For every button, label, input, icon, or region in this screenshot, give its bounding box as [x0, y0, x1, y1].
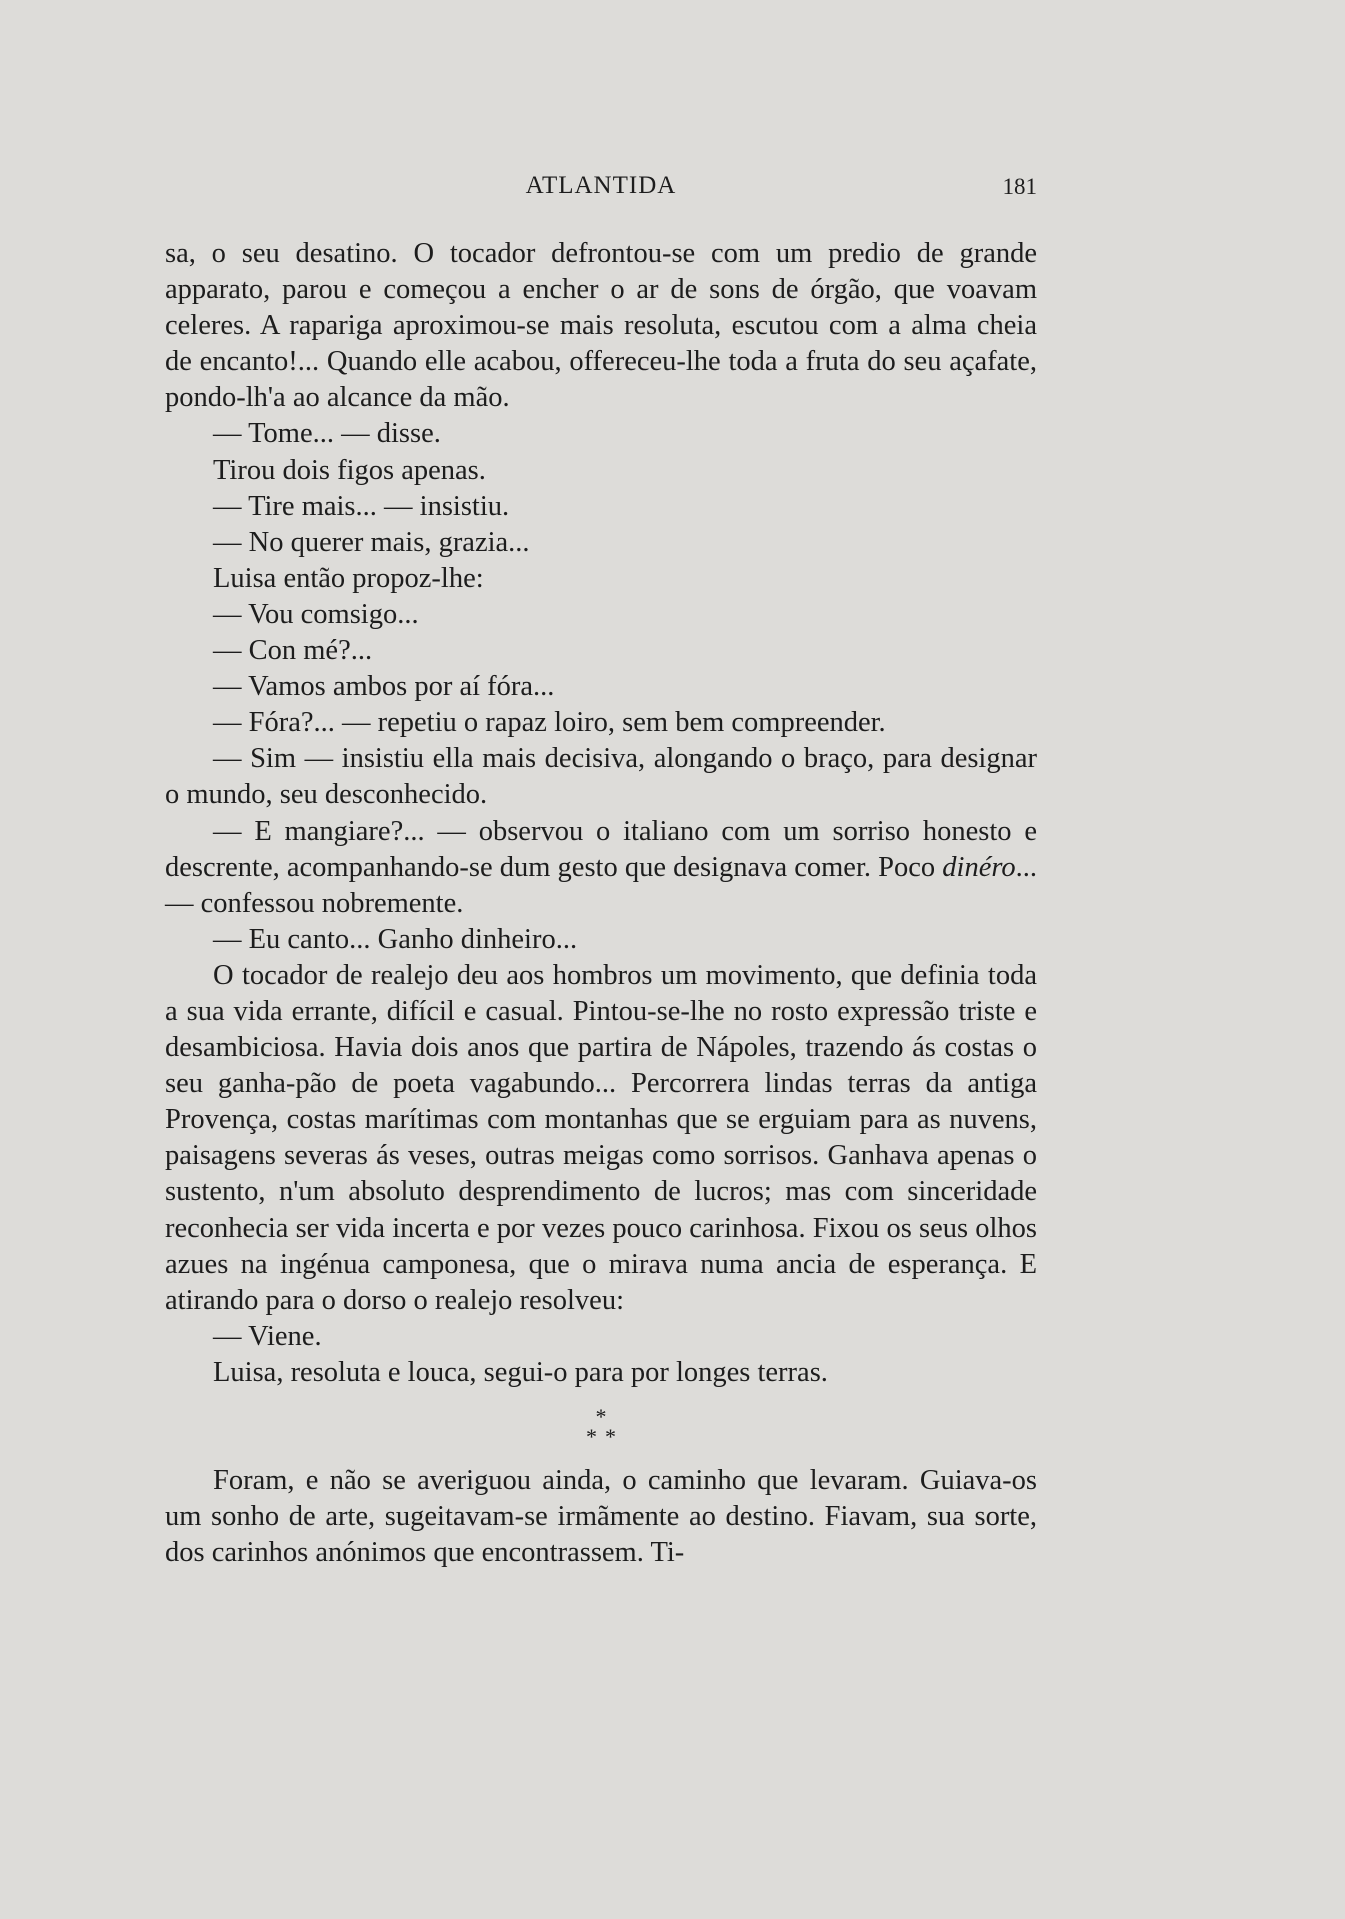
dialogue-line: — Viene.	[213, 1320, 322, 1352]
dialogue-text-tail: Poco	[871, 851, 943, 883]
dialogue-line: — Con mé?...	[213, 635, 373, 667]
dialogue-line: — Fóra?... — repetiu o rapaz loiro, sem bem compreender.	[213, 707, 886, 739]
page-number: 181	[1002, 174, 1037, 199]
dialogue-line: — Vamos ambos por aí fóra...	[213, 671, 555, 703]
paragraph-continuation: sa, o seu desatino. O tocador defrontou-se com um predio de grande apparato, parou e começou a encher o ar de sons de órgão, que voavam celeres. A rapariga aproximou-se mais resoluta, escutou com a alma cheia de encanto!... Quando elle acabou, offereceu-lhe toda a fruta do seu açafate, pondo-lh'a ao alcance da mão.	[165, 238, 1037, 414]
narration-line: Luisa então propoz-lhe:	[213, 562, 484, 594]
dialogue-line: — Eu canto... Ganho dinheiro...	[213, 923, 578, 955]
dialogue-line: — No querer mais, grazia...	[213, 526, 530, 558]
running-title: ATLANTIDA	[525, 172, 677, 199]
asterism-bottom: **	[586, 1424, 624, 1449]
section-break-asterism	[165, 1391, 1037, 1463]
dialogue-line: — Vou comsigo...	[213, 598, 419, 630]
dialogue-paragraph	[165, 814, 1037, 922]
dialogue-line: — Tome... — disse.	[213, 418, 441, 450]
body-text	[165, 236, 1037, 1571]
dialogue-text: — E mangiare?... — observou o italiano com um sorriso honesto e descrente, acompanhando-se dum gesto que designava comer.	[165, 815, 1037, 883]
narrative-paragraph: Foram, e não se averiguou ainda, o caminho que levaram. Guiava-os um sonho de arte, sugeitavam-se irmãmente ao destino. Fiavam, sua sorte, dos carinhos anónimos que encontrassem. Ti-	[165, 1465, 1037, 1569]
narration-line: Luisa, resoluta e louca, segui-o para por longes terras.	[213, 1356, 828, 1388]
narrative-paragraph: O tocador de realejo deu aos hombros um movimento, que definia toda a sua vida errante, difícil e casual. Pintou-se-lhe no rosto expressão triste e desambiciosa. Havia dois anos que partira de Nápoles, trazendo ás costas o seu ganha-pão de poeta vagabundo... Percorrera lindas terras da antiga Provença, costas marítimas com montanhas que se erguiam para as nuvens, paisagens severas ás veses, outras meigas como sorrisos. Ganhava apenas o sustento, n'um absoluto desprendimento de lucros; mas com sinceridade reconhecia ser vida incerta e por vezes pouco carinhosa. Fixou os seus olhos azues na ingénua camponesa, que o mirava numa ancia de esperança. E atirando para o dorso o realejo resolveu:	[165, 959, 1037, 1316]
page-header	[165, 168, 1037, 208]
italic-word: dinéro	[942, 851, 1016, 883]
dialogue-line: — Sim — insistiu ella mais decisiva, alongando o braço, para designar o mundo, seu desconhecido.	[165, 743, 1037, 811]
narration-line: Tirou dois figos apenas.	[213, 454, 486, 486]
asterism-top: *	[595, 1404, 607, 1429]
dialogue-text-tail: ... — confessou nobremente.	[165, 851, 1038, 919]
dialogue-line: — Tire mais... — insistiu.	[213, 490, 510, 522]
